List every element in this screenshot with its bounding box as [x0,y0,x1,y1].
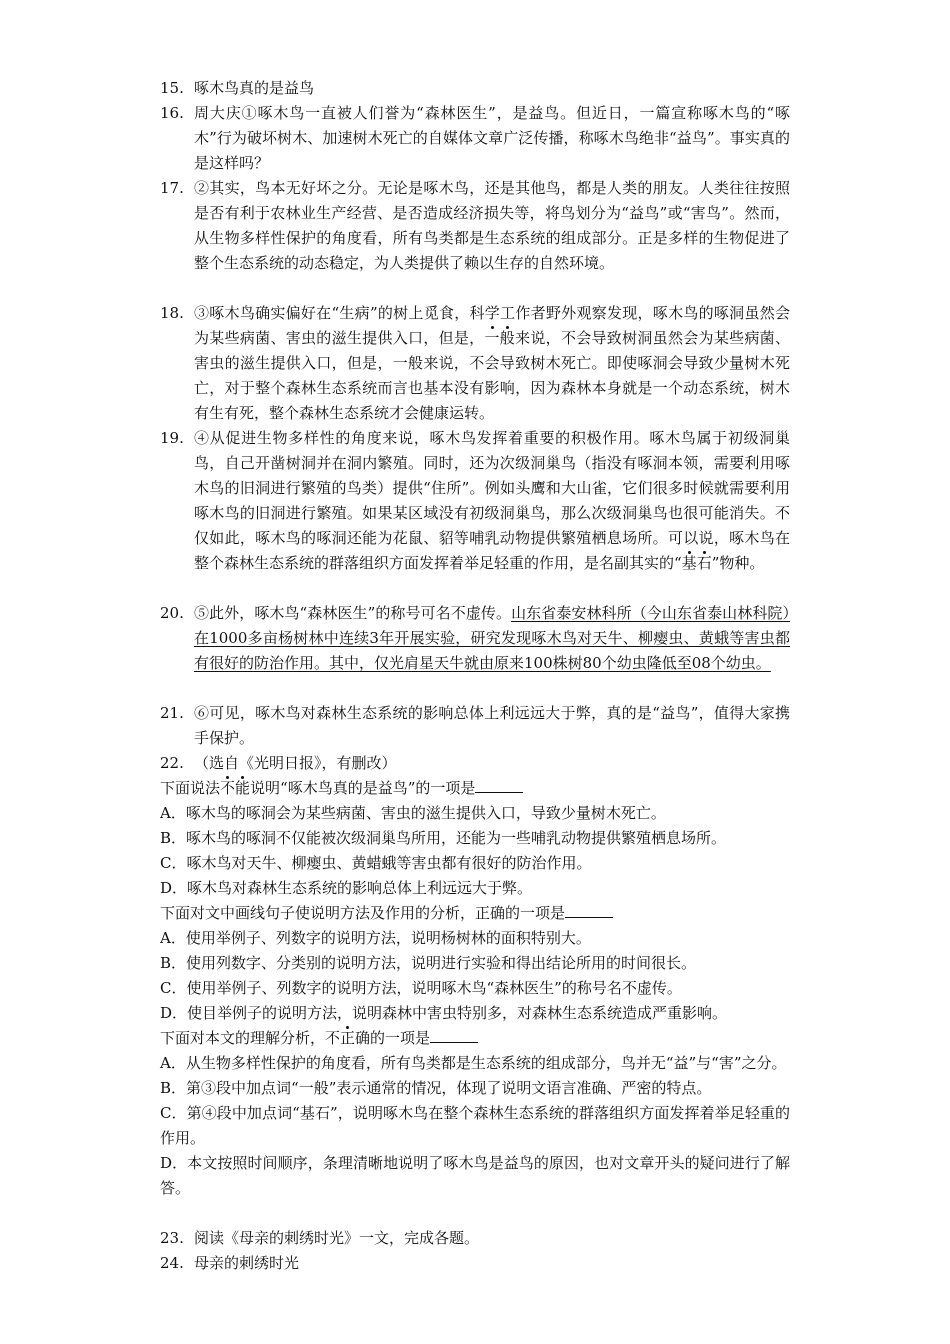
next-article-title: 母亲的刺绣时光 [194,1254,300,1272]
reading-instruction: 阅读《母亲的刺绣时光》一文，完成各题。 [194,1229,480,1247]
text-run: ”物种。 [711,554,765,572]
underlined-sentence: 山东省泰安林科所（今山东省泰山林科院）在1000多亩杨树林中连续3年开展实验，研究发现啄木鸟对天牛、柳瘿虫、黄蛾等害虫都有很好的防治作用。其中，仅光肩星天牛就由原来100株树80个幼虫隆低至08个幼虫。 [194,604,790,672]
paragraph-number: 18. [160,304,184,322]
paragraph-text [194,426,790,576]
paragraph-text [194,601,790,676]
paragraph-text: ⑥可见，啄木鸟对森林生态系统的影响总体上利远远大于弊，真的是“益鸟”，值得大家携手保护。 [194,704,790,747]
text-run: 来说，不会导致树洞虽然会为某些病菌、害虫的滋生提供入口，但是，一般来说，不会导致树木死亡。即使啄洞会导致少量树木死亡，对于整个森林生态系统而言也基本没有影响，因为森林本身就是一个动态系统，树木有生有死，整个森林生态系统才会健康运转。 [194,329,790,422]
question-stem [160,901,790,926]
paragraph-18 [160,301,790,426]
paragraph-16 [160,101,790,176]
answer-blank[interactable] [565,903,613,918]
question-3 [160,1026,790,1201]
option-a[interactable]: A．使用举例子、列数字的说明方法，说明杨树林的面积特别大。 [160,929,591,947]
text-run: ④从促进生物多样性的角度来说，啄木鸟发挥着重要的积极作用。啄木鸟属于初级洞巢鸟，自己开凿树洞并在洞内繁殖。同时，还为次级洞巢鸟（指没有啄洞本领，需要利用啄木鸟的旧洞进行繁殖的鸟类）提供“住所”。例如头鹰和大山雀，它们很多时候就需要利用啄木鸟的旧洞进行繁殖。如果某区域没有初级洞巢鸟，那么次级洞巢鸟也很可能消失。不仅如此，啄木鸟的啄洞还能为花鼠、貂等哺乳动物提供繁殖栖息场所。可以说，啄木鸟在整个森林生态系统的群落组织方面发挥着举足轻重的作用，是名副其实的“ [194,429,790,572]
text-run: 下面说法 [160,779,221,797]
paragraph-20 [160,601,790,676]
article-title: 啄木鸟真的是益鸟 [194,79,315,97]
paragraph-number: 21. [160,704,184,722]
option-c[interactable]: C．使用举例子、列数字的说明方法，说明啄木鸟“森林医生”的称号名不虚传。 [160,979,682,997]
paragraph-text: ②其实，鸟本无好坏之分。无论是啄木鸟，还是其他鸟，都是人类的朋友。人类往往按照是否有利于农林业生产经营、是否造成经济损失等，将鸟划分为“益鸟”或“害鸟”。然而，从生物多样性保护的角度看，所有鸟类都是生态系统的组成部分。正是多样的生物促进了整个生态系统的动态稳定，为人类提供了赖以生存的自然环境。 [194,179,790,272]
text-run: 确的一项是 [355,1029,431,1047]
question-1 [160,776,790,901]
paragraph-number: 17. [160,179,184,197]
paragraph-23 [160,1226,790,1251]
option-d[interactable]: D．使目举例子的说明方法，说明森林中害虫特别多，对森林生态系统造成严重影响。 [160,1004,728,1022]
option-b[interactable]: B．第③段中加点词“一般”表示通常的情况，体现了说明文语言准确、严密的特点。 [160,1079,712,1097]
paragraph-17 [160,176,790,276]
source-note: （选自《光明日报》，有删改） [194,754,397,772]
option-a[interactable]: A．啄木鸟的啄洞会为某些病菌、害虫的滋生提供入口，导致少量树木死亡。 [160,804,666,822]
option-c[interactable]: C．第④段中加点词“基石”，说明啄木鸟在整个森林生态系统的群落组织方面发挥着举足轻重的作用。 [160,1104,790,1147]
text-run: 说明“啄木鸟真的是益鸟”的一项是 [250,779,476,797]
dotted-character: 基 [681,554,697,572]
text-run: 下面对文中画线句子使说明方法及作用的分析，正确的一项是 [160,904,566,922]
question-stem [160,1026,790,1051]
option-b[interactable]: B．啄木鸟的啄洞不仅能被次级洞巢鸟所用，还能为一些哺乳动物提供繁殖栖息场所。 [160,829,727,847]
paragraph-number: 22. [160,754,184,772]
dotted-character: 一 [484,329,500,347]
text-run: ⑤此外，啄木鸟“森林医生”的称号可名不虚传。 [194,604,512,622]
option-d[interactable]: D．啄木鸟对森林生态系统的影响总体上利远远大于弊。 [160,879,533,897]
paragraph-number: 19. [160,429,184,447]
dotted-character: 能 [235,779,251,797]
text-run: 下面对本文的理解分析，不 [160,1029,341,1047]
question-stem [160,776,790,801]
paragraph-number: 15. [160,79,184,97]
paragraph-number: 24. [160,1254,184,1272]
paragraph-24 [160,1251,790,1276]
paragraph-number: 16. [160,104,184,122]
answer-blank[interactable] [475,778,523,793]
dotted-character: 不 [220,779,236,797]
paragraph-text [194,301,790,426]
option-a[interactable]: A．从生物多样性保护的角度看，所有鸟类都是生态系统的组成部分，鸟并无“益”与“害”之分。 [160,1054,787,1072]
question-2 [160,901,790,1026]
answer-blank[interactable] [430,1028,478,1043]
text-run: ③啄木鸟确实偏好在“生病”的树上觅食，科学工作者野外观察发现，啄木鸟的啄洞虽然会为某些病菌、害虫的滋生提供入口，但是， [194,304,790,347]
dotted-character: 石 [696,554,712,572]
option-d[interactable]: D．本文按照时间顺序，条理清晰地说明了啄木鸟是益鸟的原因，也对文章开头的疑问进行了解答。 [160,1154,790,1197]
paragraph-number: 20. [160,604,184,622]
paragraph-22 [160,751,790,776]
paragraph-19 [160,426,790,576]
option-c[interactable]: C．啄木鸟对天牛、柳瘿虫、黄蜡蛾等害虫都有很好的防治作用。 [160,854,592,872]
dotted-character: 正 [340,1029,356,1047]
paragraph-15 [160,76,790,101]
paragraph-text: 周大庆①啄木鸟一直被人们誉为“森林医生”，是益鸟。但近日，一篇宣称啄木鸟的“啄木”行为破坏树木、加速树木死亡的自媒体文章广泛传播，称啄木鸟绝非“益鸟”。事实真的是这样吗？ [194,104,790,172]
paragraph-21 [160,701,790,751]
option-b[interactable]: B．使用列数字、分类别的说明方法，说明进行实验和得出结论所用的时间很长。 [160,954,697,972]
dotted-character: 般 [499,329,516,347]
paragraph-number: 23. [160,1229,184,1247]
